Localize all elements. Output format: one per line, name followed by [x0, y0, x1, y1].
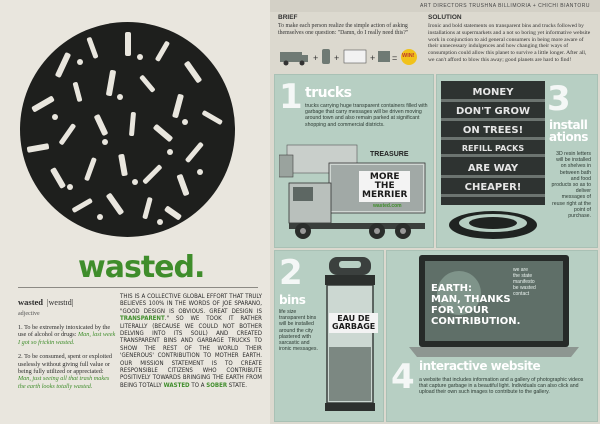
- manifesto-text: THIS IS A COLLECTIVE GLOBAL EFFORT THAT TRULY BELIEVES 100% IN THE WORDS OF JOE SPARANO, "GOOD DESIGN IS OBVIOUS. GREAT DESIGN IS TRANSPARENT." SO WE TOOK IT RATHER LITERALLY (BECAUSE WE COULD NOT BOTHER DELVING INTO ITS SOUL) AND CREATED TRANSPARENT BINS AND GARBAGE TRUCKS TO SHOW THE REST OF THE WORLD THEIR 'GENEROUS' CONTRIBUTION TO MOTHER EARTH. OUR MISSION STATEMENT IS TO CREATE RESPONSIBLE CITIZENS WHO CONTRIBUTE POSITIVELY TOWARDS BRINGING THE EARTH FROM BEING TOTALLY WASTED TO A SOBER STATE.: [120, 293, 262, 389]
- definition-word: wasted: [18, 297, 44, 307]
- website-menu-item: be wasted: [513, 285, 536, 291]
- highlight-wasted: WASTED: [163, 381, 190, 389]
- shelf-line: ON TREES!: [441, 125, 545, 140]
- equation-icon: [278, 44, 418, 68]
- definition-pos: adjective: [18, 311, 40, 317]
- definition-sense-1: 1. To be extremely intoxicated by the use of alcohol or drugs: Man, last week I got so frickin wasted.: [18, 324, 116, 346]
- brand-logo: wasted.: [78, 250, 205, 285]
- shelf-line: MONEY: [441, 87, 545, 102]
- brief-text: To make each person realize the simple action of asking themselves one question: "Damn, do I really need this?": [278, 23, 409, 36]
- panel-description: life size transparent bins will be installed around the city plastered with sarcastic and ironic messages.: [279, 309, 318, 353]
- shelf-line: ARE WAY: [441, 163, 545, 178]
- panel-installations: [436, 74, 598, 248]
- win-badge: WIN!: [402, 53, 415, 59]
- svg-text:+: +: [313, 53, 319, 63]
- website-menu-item: the state: [513, 273, 533, 279]
- definition-example-2: Man, just seeing all that trash makes the earth looks totally wasted.: [18, 375, 110, 390]
- brief-equation: [278, 44, 418, 68]
- truck-top-text: TREASURE: [370, 151, 409, 158]
- credits: ART DIRECTORS TRUSHNA BILLIMORIA + CHICHI BIANTORU: [420, 3, 590, 9]
- definition-example-1: Man, last week I got so frickin wasted.: [18, 331, 116, 346]
- right-page: [270, 0, 600, 424]
- panel-number: 1: [279, 77, 303, 117]
- panel-number: 3: [547, 79, 571, 119]
- website-menu-item: contact: [513, 291, 530, 297]
- brief-title: BRIEF: [278, 14, 298, 21]
- definition-sense-2: 2. To be consumed, spent or exploited uselessly without giving full value or being fully utilized or appreciated: Man, just seeing all that trash makes the earth looks totally wasted.: [18, 353, 112, 390]
- shelf-line: DON'T GROW: [441, 106, 545, 121]
- solution-text: Ironic and bold statements on transparent bins and trucks followed by installations at supermarkets and a not so boring yet informative website work in conjunction to aid general consumers in being more aware of their unnecessary indulgences and how changing their ways of consumption could allow this planet to survive a little longer. After all, we can't afford to blow this away; good planets are hard to find!: [428, 23, 591, 63]
- website-headline: EARTH: MAN, THANKS FOR YOUR CONTRIBUTION.: [431, 283, 521, 327]
- panel-number: 4: [391, 357, 415, 397]
- dictionary-definition: [18, 292, 116, 390]
- left-page: [0, 0, 270, 424]
- garbage-silhouette-circle: [20, 22, 235, 237]
- panel-title: install ations: [549, 118, 588, 144]
- panel-website: [386, 250, 598, 422]
- panel-number: 2: [279, 253, 303, 293]
- panel-title: interactive website: [419, 359, 541, 373]
- truck-brand: wasted.com: [373, 203, 402, 209]
- panel-description: 3D resin letters will be installed on shelves in between bath and food products so as to deliver messages of reuse right at the point of purchase.: [551, 151, 591, 220]
- shelf-installation: [441, 81, 545, 205]
- panel-description: a website that includes information and a gallery of photographic videos that capture garbage in a beautiful light. Individuals can also click and upload their own such images to contribute to the gallery.: [419, 377, 584, 396]
- panel-title: trucks: [305, 85, 352, 101]
- panel-trucks: [274, 74, 434, 248]
- svg-text:=: =: [392, 53, 398, 63]
- solution-title: SOLUTION: [428, 14, 462, 21]
- highlight-sober: SOBER: [206, 381, 228, 389]
- website-menu: [513, 267, 536, 297]
- svg-text:+: +: [370, 53, 376, 63]
- shelf-line: CHEAPER!: [441, 182, 545, 197]
- trash-collage-icon: [20, 22, 235, 237]
- panel-description: trucks carrying huge transparent containers filled with garbage that carry messages will be driven moving around town and also remain parked at significant shopping and commercial districts.: [305, 103, 428, 128]
- bin-message: EAU DE GARBAGE: [329, 313, 378, 333]
- resin-letters-icon: [445, 207, 541, 241]
- panel-bins: [274, 250, 384, 422]
- credits-bar: [270, 0, 600, 12]
- panel-title: bins: [279, 293, 306, 307]
- truck-message: MORE THE MERRIER: [359, 171, 410, 202]
- definition-phonetic: |weɪstɪd|: [47, 298, 74, 307]
- website-menu-item: we are: [513, 267, 529, 273]
- transparent-bin-icon: [321, 257, 379, 417]
- svg-text:+: +: [334, 53, 340, 63]
- shelf-line: REFILL PACKS: [441, 144, 545, 157]
- website-menu-item: manifesto: [513, 279, 535, 285]
- divider: [18, 287, 258, 288]
- highlight-transparent: TRANSPARENT: [120, 315, 165, 323]
